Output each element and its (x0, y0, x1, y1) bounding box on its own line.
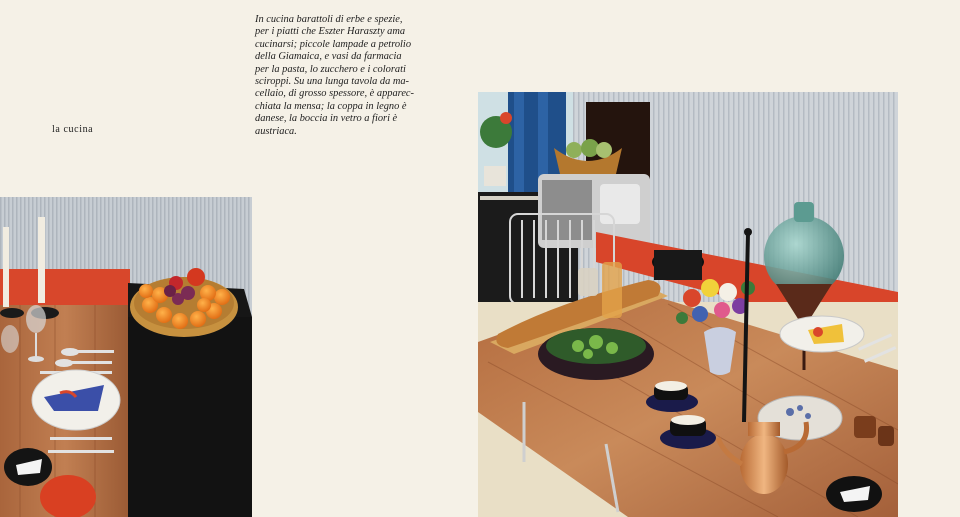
table-setting-photo (0, 197, 252, 517)
caption-line: austriaca. (255, 125, 297, 137)
caption-text (255, 14, 467, 138)
section-label: la cucina (52, 124, 94, 135)
caption-line: cellaio, di grosso spessore, è apparec- (255, 88, 415, 100)
caption-line: In cucina barattoli di erbe e spezie, (255, 14, 403, 25)
caption-line: per la pasta, lo zucchero e i colorati (255, 63, 406, 75)
caption-line: della Giamaica, e vasi da farmacia (255, 51, 402, 63)
caption-line: sciroppi. Su una lunga tavola da ma- (255, 76, 410, 88)
caption-line: danese, la boccia in vetro a fiori è (255, 113, 398, 125)
caption-line: per i piatti che Eszter Haraszty ama (255, 26, 406, 38)
caption-line: cucinarsi; piccole lampade a petrolio (255, 38, 412, 50)
caption-line: chiata la mensa; la coppa in legno è (255, 100, 407, 112)
kitchen-table-photo (478, 92, 898, 517)
